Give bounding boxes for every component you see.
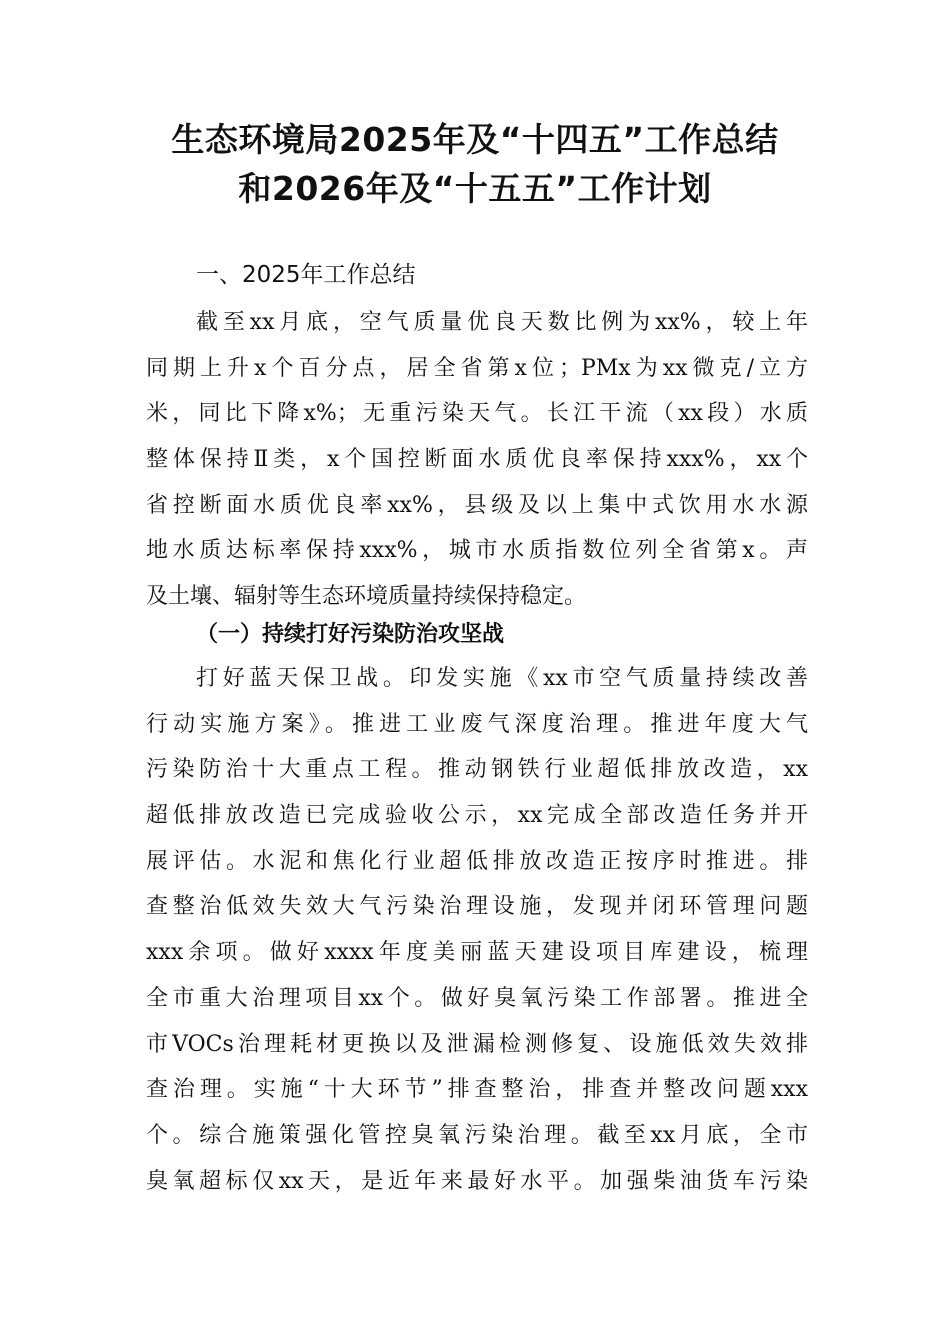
paragraph-air-water-quality [146,300,808,620]
paragraph-line: 污染防治十大重点工程。推动钢铁行业超低排放改造，xx [146,757,808,783]
document-title-line-2: 和2026年及“十五五”工作计划 [238,169,712,208]
paragraph-line: 全市重大治理项目xx个。做好臭氧污染工作部署。推进全 [146,985,808,1011]
paragraph-line: 超低排放改造已完成验收公示，xx完成全部改造任务并开 [146,803,808,829]
paragraph-line: 个。综合施策强化管控臭氧污染治理。截至xx月底，全市 [146,1122,808,1148]
paragraph-line: 米，同比下降x%；无重污染天气。长江干流（xx段）水质 [146,401,808,427]
paragraph-line: 整体保持Ⅱ类，x个国控断面水质优良率保持xxx%，xx个 [146,447,808,473]
paragraph-line: 地水质达标率保持xxx%，城市水质指数位列全省第x。声 [146,538,808,564]
paragraph-line: 查整治低效失效大气污染治理设施，发现并闭环管理问题 [146,894,808,920]
paragraph-line: 查治理。实施“十大环节”排查整治，排查并整改问题xxx [146,1077,808,1103]
paragraph-line: 同期上升x个百分点，居全省第x位；PMx为xx微克/立方 [146,355,808,381]
document-title-line-1: 生态环境局2025年及“十四五”工作总结 [171,120,779,159]
paragraph-line: 省控断面水质优良率xx%，县级及以上集中式饮用水水源 [146,492,808,518]
paragraph-line: 臭氧超标仅xx天，是近年来最好水平。加强柴油货车污染 [146,1168,808,1194]
paragraph-blue-sky-campaign [146,656,808,1204]
section-heading: 一、2025年工作总结 [196,262,416,288]
paragraph-line: 打好蓝天保卫战。印发实施《xx市空气质量持续改善 [196,666,808,691]
paragraph-line: 行动实施方案》。推进工业废气深度治理。推进年度大气 [146,711,808,737]
paragraph-line: 及土壤、辐射等生态环境质量持续保持稳定。 [146,584,587,610]
subsection-heading: （一）持续打好污染防治攻坚战 [196,621,505,647]
paragraph-line: 截至xx月底，空气质量优良天数比例为xx%，较上年 [196,310,808,335]
paragraph-line: 市VOCs治理耗材更换以及泄漏检测修复、设施低效失效排 [146,1031,808,1057]
paragraph-line: 展评估。水泥和焦化行业超低排放改造正按序时推进。排 [146,848,808,874]
paragraph-line: xxx余项。做好xxxx年度美丽蓝天建设项目库建设，梳理 [146,940,808,966]
